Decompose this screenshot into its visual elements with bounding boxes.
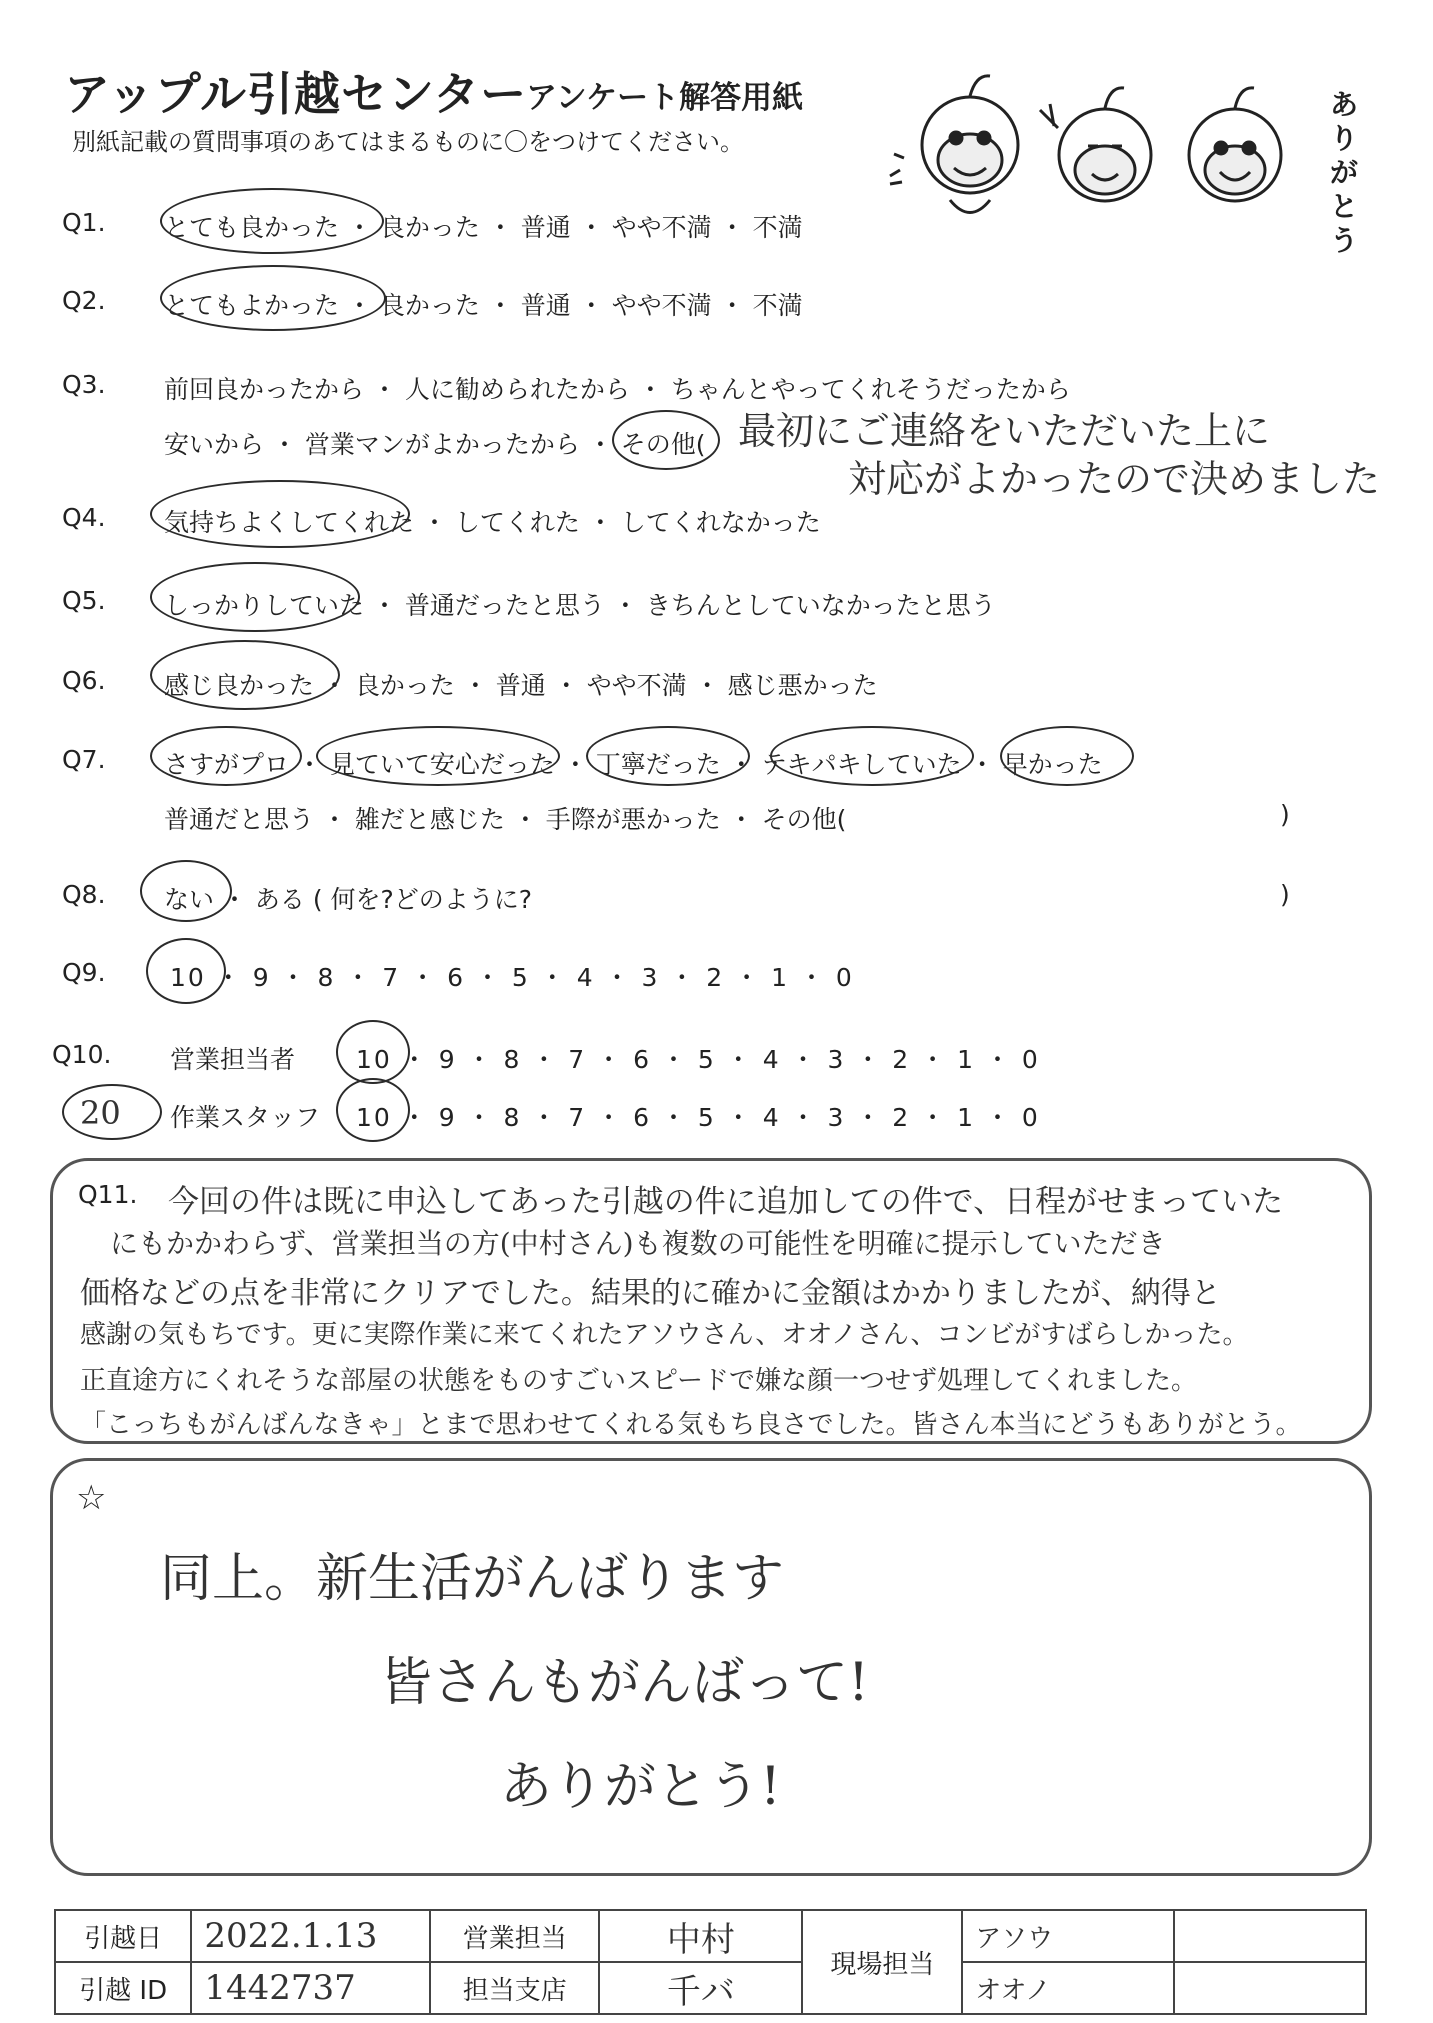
q7-answer-circle-3 xyxy=(586,726,750,786)
form-title: アンケート解答用紙 xyxy=(526,80,804,116)
q8-options[interactable]: ない ・ ある ( 何を?どのように? xyxy=(164,885,533,914)
comment-line-3: ありがとう! xyxy=(500,1757,781,1817)
q4-options[interactable]: 気持ちよくしてくれた ・ してくれた ・ してくれなかった xyxy=(164,508,821,537)
monkey-right-icon xyxy=(1189,88,1281,201)
q1-answer-circle xyxy=(160,188,384,254)
footer-table xyxy=(54,1909,1367,2015)
id-label: 引越 ID xyxy=(55,1962,191,2014)
q10-sales-scale[interactable]: 10 ・ 9 ・ 8 ・ 7 ・ 6 ・ 5 ・ 4 ・ 3 ・ 2 ・ 1 ・ 0 xyxy=(356,1045,1040,1074)
q1-options[interactable]: とても良かった ・ 良かった ・ 普通 ・ やや不満 ・ 不満 xyxy=(164,213,803,242)
q3-number: Q3. xyxy=(62,370,106,399)
q5-options[interactable]: しっかりしていた ・ 普通だったと思う ・ きちんとしていなかったと思う xyxy=(164,591,996,620)
q10-sales-label: 営業担当者 xyxy=(170,1045,296,1074)
q10-staff-scale[interactable]: 10 ・ 9 ・ 8 ・ 7 ・ 6 ・ 5 ・ 4 ・ 3 ・ 2 ・ 1 ・ 0 xyxy=(356,1103,1040,1132)
q7-answer-circle-1 xyxy=(150,726,302,786)
q3-answer-circle xyxy=(612,410,720,470)
q3-options-line1[interactable]: 前回良かったから ・ 人に勧められたから ・ ちゃんとやってくれそうだったから xyxy=(164,375,1071,404)
id-value: 1442737 xyxy=(204,1968,356,2008)
q11-line-4: 感謝の気もちです。更に実際作業に来てくれたアソウさん、オオノさん、コンビがすばらしかった。 xyxy=(80,1320,1249,1350)
q7-number: Q7. xyxy=(62,745,106,774)
q7-answer-circle-4 xyxy=(770,726,974,786)
q2-number: Q2. xyxy=(62,286,106,315)
mascot-thanks-text: ありがとう xyxy=(1330,88,1359,257)
monkey-middle-icon xyxy=(1040,88,1151,201)
move-date-label: 引越日 xyxy=(55,1910,191,1962)
q4-answer-circle xyxy=(150,480,410,548)
sales-label: 営業担当 xyxy=(430,1910,599,1962)
q2-options[interactable]: とてもよかった ・ 良かった ・ 普通 ・ やや不満 ・ 不満 xyxy=(164,291,803,320)
q8-close-paren: ) xyxy=(1280,880,1290,909)
q7-answer-circle-5 xyxy=(1000,726,1134,786)
q10-staff-circle xyxy=(336,1078,410,1142)
q10-sales-circle xyxy=(336,1020,410,1084)
site-value-2: オオノ xyxy=(975,1975,1051,2006)
q10-number: Q10. xyxy=(52,1040,112,1069)
star-icon: ☆ xyxy=(76,1478,107,1518)
q9-number: Q9. xyxy=(62,958,106,987)
footer-blank-1 xyxy=(1174,1910,1366,1962)
q11-line-3: 価格などの点を非常にクリアでした。結果的に確かに金額はかかりましたが、納得と xyxy=(80,1276,1221,1311)
q11-line-1: 今回の件は既に申込してあった引越の件に追加しての件で、日程がせまっていた xyxy=(168,1184,1284,1220)
comment-line-2: 皆さんもがんばって! xyxy=(380,1653,869,1713)
q1-number: Q1. xyxy=(62,208,106,237)
q10-staff-label: 作業スタッフ xyxy=(170,1103,321,1132)
q7-answer-circle-2 xyxy=(316,726,560,786)
comment-line-1: 同上。新生活がんばります xyxy=(160,1549,785,1609)
q11-line-2: にもかかわらず、営業担当の方(中村さん)も複数の可能性を明確に提示していただき xyxy=(110,1227,1166,1260)
q3-options-line2[interactable]: 安いから ・ 営業マンがよかったから ・ その他( xyxy=(164,430,706,459)
instruction-text: 別紙記載の質問事項のあてはまるものに〇をつけてください。 xyxy=(72,128,744,156)
q7-options-line1[interactable]: さすがプロ ・ 見ていて安心だった ・ 丁寧だった ・ テキパキしていた ・ 早かった xyxy=(164,750,1103,779)
q3-handwritten-line1: 最初にご連絡をいただいた上に xyxy=(738,409,1271,453)
q6-number: Q6. xyxy=(62,666,106,695)
monkey-left-icon xyxy=(890,76,1018,213)
q8-number: Q8. xyxy=(62,880,106,909)
q11-line-6: 「こっちもがんばんなきゃ」とまで思わせてくれる気もち良さでした。皆さん本当にどうもありがとう。 xyxy=(80,1410,1302,1440)
q5-number: Q5. xyxy=(62,586,106,615)
q9-answer-circle xyxy=(146,938,226,1004)
q5-answer-circle xyxy=(150,562,360,632)
footer-blank-2 xyxy=(1174,1962,1366,2014)
q6-answer-circle xyxy=(150,640,340,710)
q8-answer-circle xyxy=(140,860,232,922)
mascot-illustration xyxy=(880,60,1350,240)
q7-options-line2[interactable]: 普通だと思う ・ 雑だと感じた ・ 手際が悪かった ・ その他( xyxy=(164,805,847,834)
site-label: 現場担当 xyxy=(802,1910,962,2014)
q11-line-5: 正直途方にくれそうな部屋の状態をものすごいスピードで嫌な顔一つせず処理してくれました。 xyxy=(80,1366,1197,1396)
q9-scale[interactable]: 10 ・ 9 ・ 8 ・ 7 ・ 6 ・ 5 ・ 4 ・ 3 ・ 2 ・ 1 ・ 0 xyxy=(170,963,854,992)
q4-number: Q4. xyxy=(62,503,106,532)
company-name: アップル引越センター xyxy=(64,67,528,121)
branch-value: 千バ xyxy=(666,1971,735,2012)
q3-handwritten-line2: 対応がよかったので決めました xyxy=(848,457,1381,501)
q11-number: Q11. xyxy=(78,1180,138,1209)
q2-answer-circle xyxy=(160,265,386,331)
branch-label: 担当支店 xyxy=(430,1962,599,2014)
q10-total-circle xyxy=(62,1084,162,1140)
q6-options[interactable]: 感じ良かった ・ 良かった ・ 普通 ・ やや不満 ・ 感じ悪かった xyxy=(164,671,878,700)
sales-value: 中村 xyxy=(666,1919,735,1960)
move-date-value: 2022.1.13 xyxy=(204,1916,378,1956)
q10-total-hand: 20 xyxy=(80,1094,121,1132)
site-value-1: アソウ xyxy=(975,1923,1054,1954)
q7-close-paren: ) xyxy=(1280,800,1290,829)
